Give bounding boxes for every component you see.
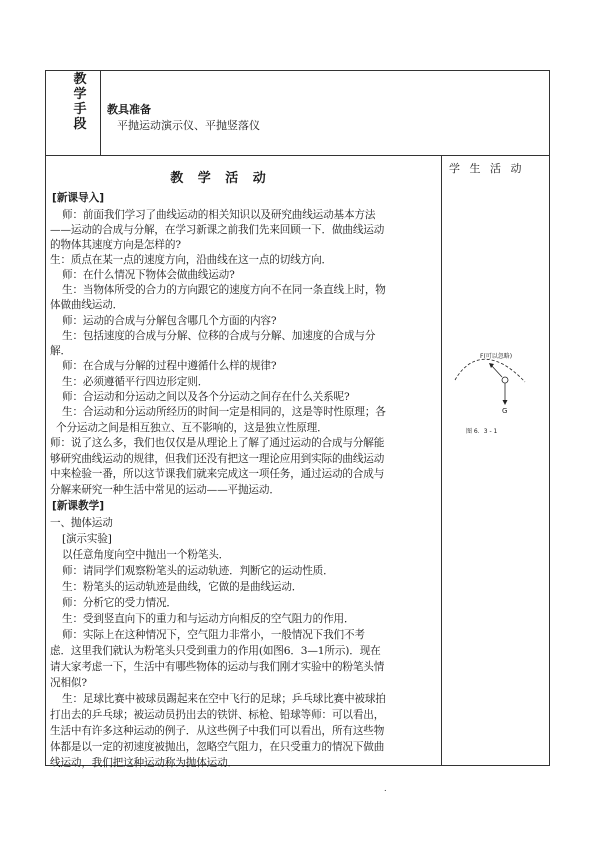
section-label [70, 72, 90, 132]
text-line: 打出去的乒乓球；被运动员扔出去的铁饼、标枪、铅球等师：可以看出， [50, 709, 385, 721]
text-line: 生：受到竖直向下的重力和与运动方向相反的空气阻力的作用． [62, 613, 355, 625]
section-heading: [新课教学] [52, 500, 105, 512]
text-line: 师：说了这么多，我们也仅仅是从理论上了解了通过运动的合成与分解能 [50, 437, 385, 449]
activity-title: 教 学 活 动 [170, 171, 271, 186]
text-line: 线运动，我们把这种运动称为抛体运动． [50, 757, 238, 769]
header-row-divider [45, 155, 550, 156]
figure-caption: 图 6．3 - 1 [466, 428, 498, 435]
text-line: 中来检验一番，所以这节课我们就来完成这一项任务，通过运动的合成与 [50, 468, 385, 480]
trajectory-curve [455, 359, 525, 382]
section-label-char: 学 [73, 87, 87, 102]
text-line: 请大家考虑一下，生活中有哪些物体的运动与我们刚才实验中的粉笔头情 [50, 661, 385, 673]
gravity-label: G [502, 407, 508, 415]
text-line: 以任意角度向空中抛出一个粉笔头． [62, 549, 230, 561]
text-line: 师：请同学们观察粉笔头的运动轨迹．判断它的运动性质． [62, 565, 334, 577]
text-line: 的物体其速度方向是怎样的? [50, 239, 181, 251]
text-line: 师：实际上在这种情况下，空气阻力非常小，一般情况下我们不考 [62, 629, 365, 641]
projectile-figure [450, 340, 545, 425]
header-label-divider [100, 70, 101, 156]
section-label-char: 教 [73, 72, 87, 87]
text-line: 生：当物体所受的合力的方向跟它的速度方向不在同一条直线上时，物 [62, 284, 386, 296]
table-right-border [549, 70, 550, 766]
text-line: 生：粉笔头的运动轨迹是曲线，它做的是曲线运动． [62, 581, 303, 593]
text-line: 师：在合成与分解的过程中遵循什么样的规律? [62, 360, 277, 372]
drag-arrow [491, 365, 502, 377]
footer-mark: . [384, 784, 387, 793]
text-line: 师：运动的合成与分解包含哪几个方面的内容? [62, 315, 277, 327]
text-line: 生：包括速度的合成与分解、位移的合成与分解、加速度的合成与分 [62, 330, 376, 342]
text-line: 体都是以一定的初速度被抛出，忽略空气阻力，在只受重力的情况下做曲 [50, 741, 385, 753]
text-line: 师：合运动和分运动之间以及各个分运动之间存在什么关系呢? [62, 391, 350, 403]
text-line: 生活中有许多这种运动的例子．从这些例子中我们可以看出，所有这些物 [50, 725, 385, 737]
section-label-char: 手 [73, 102, 87, 117]
text-line: 师：在什么情况下物体会做曲线运动? [62, 269, 235, 281]
student-column-title: 学 生 活 动 [449, 162, 525, 175]
text-line: 解． [50, 345, 71, 357]
text-line: 生：必须遵循平行四边形定则． [62, 376, 209, 388]
text-line: 师：前面我们学习了曲线运动的相关知识以及研究曲线运动基本方法 [62, 209, 376, 221]
text-line: ——运动的合成与分解，在学习新课之前我们先来回顾一下．做曲线运动 [50, 224, 385, 236]
section-heading: [新课导入] [52, 192, 105, 204]
text-line: 生：质点在某一点的速度方向，沿曲线在这一点的切线方向． [50, 254, 332, 266]
text-line: 况相似? [50, 677, 87, 689]
text-line: 个分运动之间是相互独立、互不影响的，这是独立性原理． [56, 422, 328, 434]
student-column-divider [441, 155, 442, 766]
section-label-char: 段 [73, 117, 87, 132]
text-line: 师：分析它的受力情况． [62, 597, 177, 609]
materials-title: 教具准备 [107, 103, 151, 116]
text-line: [演示实验] [62, 533, 112, 545]
materials-text: 平抛运动演示仪、平抛竖落仪 [117, 119, 260, 132]
text-line: 够研究曲线运动的规律，但我们还没有把这一理论应用到实际的曲线运动 [50, 453, 385, 465]
text-line: 一、抛体运动 [50, 517, 113, 529]
force-label: F(可以忽略) [480, 353, 513, 360]
chalk-particle [502, 377, 508, 383]
gravity-arrowhead [503, 400, 508, 405]
text-line: 生：足球比赛中被球员踢起来在空中飞行的足球；乒乓球比赛中被球拍 [62, 693, 386, 705]
table-top-border [45, 70, 550, 71]
text-line: 生：合运动和分运动所经历的时间一定是相同的，这是等时性原理；各 [62, 406, 386, 418]
text-line: 虑．这里我们就认为粉笔头只受到重力的作用(如图6．3—1所示)．现在 [50, 645, 381, 657]
text-line: 体做曲线运动． [50, 299, 124, 311]
text-line: 分解来研究一种生活中常见的运动——平抛运动． [50, 484, 280, 496]
